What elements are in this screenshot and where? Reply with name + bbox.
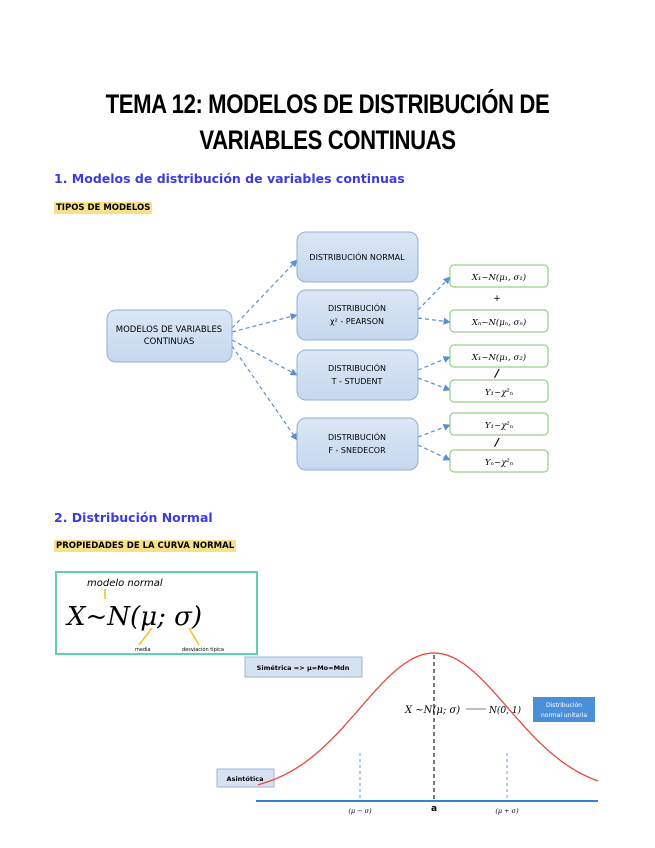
standard-note-line1: Distribución bbox=[546, 702, 582, 709]
node-pearson-line2: χ² - PEARSON bbox=[329, 317, 385, 326]
node-student-line2: T - STUDENT bbox=[331, 377, 383, 386]
formula-snedecor-top: Y₁~χ²ₙ bbox=[484, 421, 514, 431]
tick-right: (μ + σ) bbox=[495, 807, 519, 815]
section-2-heading: 2. Distribución Normal bbox=[54, 510, 213, 525]
node-root bbox=[107, 310, 232, 362]
mean-label: media bbox=[135, 647, 151, 653]
page-title bbox=[59, 86, 596, 158]
node-root-line2: CONTINUAS bbox=[143, 337, 195, 347]
normal-curve-figure bbox=[0, 645, 655, 835]
node-snedecor bbox=[297, 418, 418, 470]
node-student-line1: DISTRIBUCIÓN bbox=[328, 364, 386, 373]
section-1-heading: 1. Modelos de distribución de variables continuas bbox=[54, 171, 405, 186]
curve-formula: X ~N(μ; σ) bbox=[405, 705, 461, 716]
formula-pearson-op: + bbox=[493, 294, 501, 304]
formula-pearson-top: X₁~N(μ₁, σ₁) bbox=[471, 273, 527, 283]
model-formula: X~N(μ; σ) bbox=[67, 602, 203, 632]
formula-snedecor-op: / bbox=[494, 436, 500, 449]
standard-formula: N(0, 1) bbox=[489, 706, 522, 716]
formula-student-bottom: Y₁~χ²ₙ bbox=[484, 388, 514, 398]
asymptotic-label: Asintótica bbox=[226, 775, 264, 783]
node-root-line1: MODELOS DE VARIABLES bbox=[115, 325, 223, 335]
node-pearson bbox=[297, 290, 418, 340]
node-student bbox=[297, 350, 418, 400]
section-2-tag: PROPIEDADES DE LA CURVA NORMAL bbox=[56, 541, 235, 551]
sd-label: desviación típica bbox=[182, 647, 224, 653]
title-line-2: VARIABLES CONTINUAS bbox=[199, 125, 456, 155]
tick-center: a bbox=[430, 804, 438, 814]
standard-note-line2: normal unitaria bbox=[540, 712, 588, 719]
model-annotation: modelo normal bbox=[87, 578, 163, 589]
section-1-tag: TIPOS DE MODELOS bbox=[56, 203, 151, 213]
models-diagram bbox=[0, 220, 655, 510]
node-snedecor-line1: DISTRIBUCIÓN bbox=[328, 433, 386, 442]
title-line-1: TEMA 12: MODELOS DE DISTRIBUCIÓN DE bbox=[105, 89, 550, 119]
symmetric-tag bbox=[245, 657, 362, 677]
formula-snedecor-bottom: Yₙ~χ²ₙ bbox=[484, 458, 514, 468]
asymptotic-tag bbox=[217, 769, 274, 787]
node-pearson-line1: DISTRIBUCIÓN bbox=[328, 304, 386, 313]
standard-note bbox=[533, 697, 595, 722]
symmetric-label: Simétrica => μ=Mo=Mdn bbox=[256, 664, 350, 672]
node-normal bbox=[297, 232, 418, 282]
node-normal-line1: DISTRIBUCIÓN NORMAL bbox=[309, 253, 405, 262]
formula-student-top: X₁~N(μ₁, σ₂) bbox=[471, 353, 527, 363]
normal-model-box bbox=[55, 571, 258, 655]
tick-left: (μ − σ) bbox=[348, 807, 372, 815]
node-snedecor-line2: F - SNEDECOR bbox=[328, 446, 386, 455]
formula-pearson-bottom: Xₙ~N(μₙ, σₙ) bbox=[471, 318, 527, 328]
formula-student-op: / bbox=[494, 367, 500, 380]
